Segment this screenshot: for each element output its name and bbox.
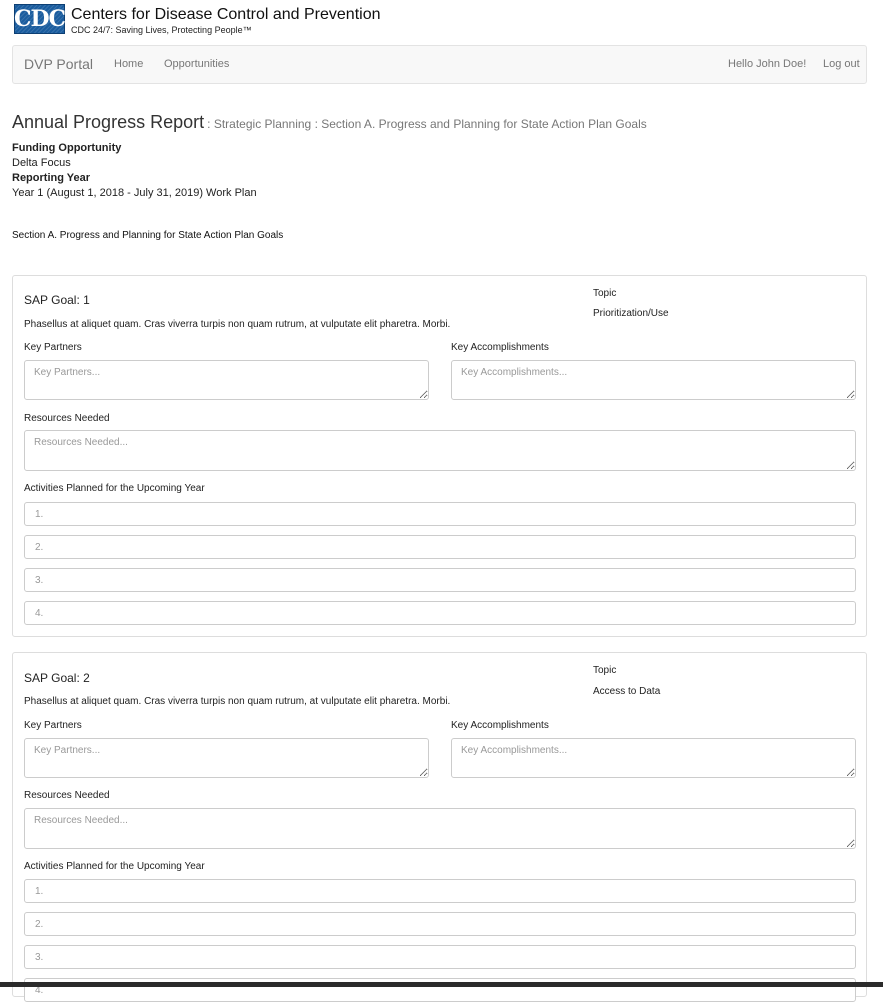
cdc-logo[interactable] — [14, 4, 65, 34]
topic-value: Prioritization/Use — [593, 308, 669, 319]
activity-input-3[interactable] — [24, 568, 856, 592]
org-name: Centers for Disease Control and Prevention — [71, 6, 381, 23]
page-title — [12, 112, 647, 133]
navbar — [12, 45, 867, 84]
goal-description: Phasellus at aliquet quam. Cras viverra turpis non quam rutrum, at vulputate elit pharetra. Morbi. — [24, 319, 451, 330]
bottom-edge-strip — [0, 982, 883, 987]
goal-title: SAP Goal: 1 — [24, 293, 90, 307]
resources-needed-textarea[interactable] — [24, 808, 856, 849]
funding-label: Funding Opportunity — [12, 142, 122, 154]
tagline: CDC 24/7: Saving Lives, Protecting People™ — [71, 25, 252, 35]
logout-link[interactable]: Log out — [823, 58, 860, 70]
topic-label: Topic — [593, 288, 617, 299]
key-accomplishments-label: Key Accomplishments — [451, 720, 549, 731]
key-partners-textarea[interactable] — [24, 360, 429, 400]
activity-input-4[interactable] — [24, 601, 856, 625]
key-accomplishments-label: Key Accomplishments — [451, 342, 549, 353]
site-header — [14, 4, 381, 36]
goal-card-2 — [12, 652, 867, 997]
goal-description: Phasellus at aliquet quam. Cras viverra turpis non quam rutrum, at vulputate elit pharetra. Morbi. — [24, 696, 451, 707]
activity-input-2[interactable] — [24, 912, 856, 936]
activity-input-2[interactable] — [24, 535, 856, 559]
resources-needed-label: Resources Needed — [24, 413, 110, 424]
report-meta — [12, 141, 257, 201]
user-greeting-link[interactable]: Hello John Doe! — [728, 58, 807, 70]
key-partners-label: Key Partners — [24, 342, 82, 353]
brand-block — [71, 4, 381, 36]
page-title-sub: : Strategic Planning : Section A. Progress and Planning for State Action Plan Goals — [207, 117, 647, 131]
key-accomplishments-textarea[interactable] — [451, 360, 856, 400]
nav-link-opportunities[interactable]: Opportunities — [164, 58, 230, 70]
topic-value: Access to Data — [593, 686, 661, 697]
activity-input-3[interactable] — [24, 945, 856, 969]
nav-link-home[interactable]: Home — [114, 58, 144, 70]
activities-label: Activities Planned for the Upcoming Year — [24, 861, 205, 872]
section-heading: Section A. Progress and Planning for State Action Plan Goals — [12, 230, 284, 241]
funding-value: Delta Focus — [12, 157, 71, 169]
year-value: Year 1 (August 1, 2018 - July 31, 2019) Work Plan — [12, 187, 257, 199]
key-partners-label: Key Partners — [24, 720, 82, 731]
key-partners-textarea[interactable] — [24, 738, 429, 778]
key-accomplishments-textarea[interactable] — [451, 738, 856, 778]
goal-card-1 — [12, 275, 867, 637]
resources-needed-label: Resources Needed — [24, 790, 110, 801]
logo-text: CDC — [13, 6, 66, 32]
resources-needed-textarea[interactable] — [24, 430, 856, 471]
goal-title: SAP Goal: 2 — [24, 671, 90, 685]
topic-label: Topic — [593, 665, 617, 676]
activity-input-1[interactable] — [24, 879, 856, 903]
page-title-main: Annual Progress Report — [12, 112, 205, 132]
activities-label: Activities Planned for the Upcoming Year — [24, 483, 205, 494]
nav-brand-link[interactable]: DVP Portal — [24, 56, 93, 72]
year-label: Reporting Year — [12, 172, 91, 184]
activity-input-1[interactable] — [24, 502, 856, 526]
